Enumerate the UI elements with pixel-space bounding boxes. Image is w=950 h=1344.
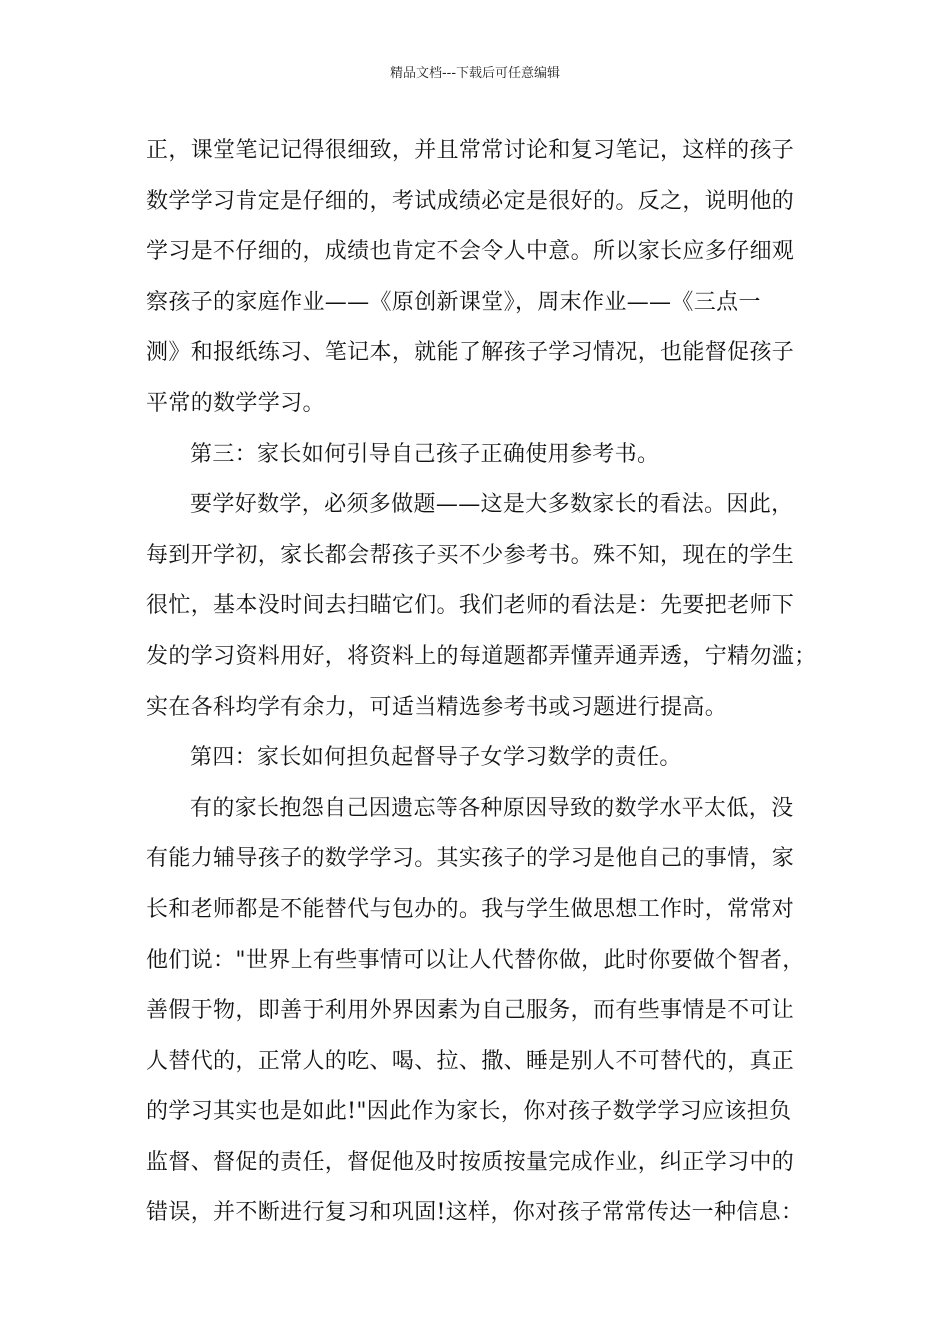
page-header: 精品文档---下载后可任意编辑 [389,66,561,81]
text-line: 长和老师都是不能替代与包办的。我与学生做思想工作时，常常对 [146,896,795,922]
text-line: 有的家长抱怨自己因遗忘等各种原因导致的数学水平太低，没 [190,795,794,821]
text-line: 发的学习资料用好，将资料上的每道题都弄懂弄通弄透，宁精勿滥； [146,643,817,669]
text-line: 人替代的，正常人的吃、喝、拉、撒、睡是别人不可替代的，真正 [146,1048,795,1074]
text-line: 每到开学初，家长都会帮孩子买不少参考书。殊不知，现在的学生 [146,542,795,568]
text-line: 实在各科均学有余力，可适当精选参考书或习题进行提高。 [146,694,728,720]
text-line: 有能力辅导孩子的数学学习。其实孩子的学习是他自己的事情，家 [146,846,795,872]
text-line: 正，课堂笔记记得很细致，并且常常讨论和复习笔记，这样的孩子 [146,138,795,163]
section-heading-3 [146,430,808,481]
text-line: 他们说："世界上有些事情可以让人代替你做，此时你要做个智者， [146,947,805,973]
text-line: 第四：家长如何担负起督导子女学习数学的责任。 [190,745,682,771]
paragraph-3 [146,480,817,733]
text-line: 第三：家长如何引导自己孩子正确使用参考书。 [190,441,660,467]
text-line: 很忙，基本没时间去扫瞄它们。我们老师的看法是：先要把老师下 [146,593,795,619]
text-line: 察孩子的家庭作业——《原创新课堂》，周末作业——《三点一 [146,289,761,315]
text-line: 要学好数学，必须多做题——这是大多数家长的看法。因此， [190,492,794,518]
text-line: 善假于物，即善于利用外界因素为自己服务，而有些事情是不可让 [146,998,795,1024]
text-line: 平常的数学学习。 [146,390,325,416]
paragraph-5 [146,784,808,1239]
text-line: 测》和报纸练习、笔记本，就能了解孩子学习情况，也能督促孩子 [146,340,795,366]
text-line: 监督、督促的责任，督促他及时按质按量完成作业，纠正学习中的 [146,1149,795,1175]
text-line: 错误，并不断进行复习和巩固!这样，你对孩子常常传达一种信息： [146,1200,804,1226]
text-line: 数学学习肯定是仔细的，考试成绩必定是很好的。反之，说明他的 [146,188,795,214]
text-line: 学习是不仔细的，成绩也肯定不会令人中意。所以家长应多仔细观 [146,239,795,265]
body-text [146,126,817,1239]
section-heading-4 [146,733,808,784]
text-line: 的学习其实也是如此!"因此作为家长，你对孩子数学学习应该担负 [146,1099,792,1125]
paragraph-1 [146,126,808,430]
